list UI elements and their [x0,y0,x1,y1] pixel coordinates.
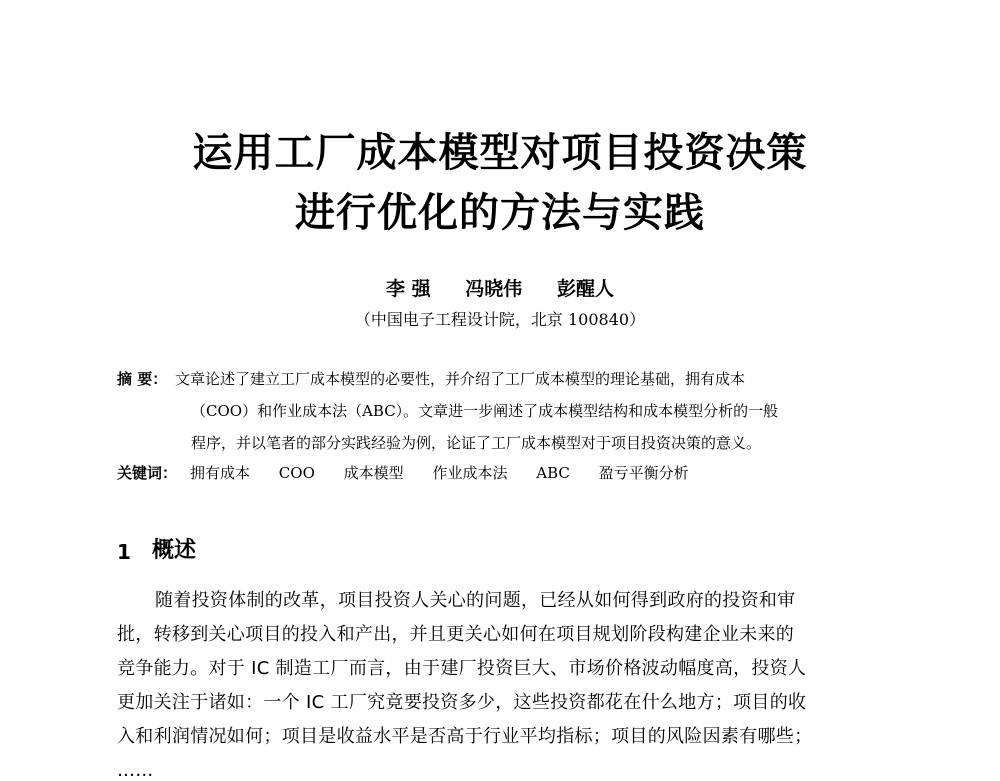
keyword-list [190,466,713,481]
body-text-line: 随着投资体制的改革，项目投资人关心的问题，已经从如何得到政府的投资和审 [155,590,796,611]
keyword: 盈亏平衡分析 [598,464,689,482]
keyword: ABC [536,464,570,482]
keyword: 成本模型 [343,464,404,482]
author-list [0,280,1000,299]
paper-title-line-2: 进行优化的方法与实践 [295,190,705,236]
keyword: 拥有成本 [190,464,251,482]
body-text-line: …… [117,760,154,781]
author-affiliation: （中国电子工程设计院，北京 100840） [354,310,646,329]
abstract-line: 程序，并以笔者的部分实践经验为例，论证了工厂成本模型对于项目投资决策的意义。 [191,434,762,452]
abstract-label: 摘 要： [117,370,168,388]
author-name: 李 强 [386,278,431,300]
keyword: 作业成本法 [432,464,508,482]
author-name: 彭醒人 [556,278,614,300]
keyword: COO [278,464,315,482]
keywords-label: 关键词： [117,464,178,482]
section-title: 概述 [152,538,197,563]
author-name: 冯晓伟 [465,278,523,300]
body-text-line: 竞争能力。对于 IC 制造工厂而言，由于建厂投资巨大、市场价格波动幅度高，投资人 [117,658,807,679]
section-number: 1 [117,540,131,564]
body-text-line: 更加关注于诸如：一个 IC 工厂究竟要投资多少，这些投资都花在什么地方；项目的收 [117,692,807,713]
abstract-line: 文章论述了建立工厂成本模型的必要性，并介绍了工厂成本模型的理论基础，拥有成本 [175,370,746,388]
body-text-line: 批，转移到关心项目的投入和产出，并且更关心如何在项目规划阶段构建企业未来的 [117,624,795,645]
abstract-line: （COO）和作业成本法（ABC）。文章进一步阐述了成本模型结构和成本模型分析的一般 [191,402,779,420]
body-text-line: 入和利润情况如何；项目是收益水平是否高于行业平均指标；项目的风险因素有哪些； [117,726,813,747]
paper-title-line-1: 运用工厂成本模型对项目投资决策 [192,130,808,176]
